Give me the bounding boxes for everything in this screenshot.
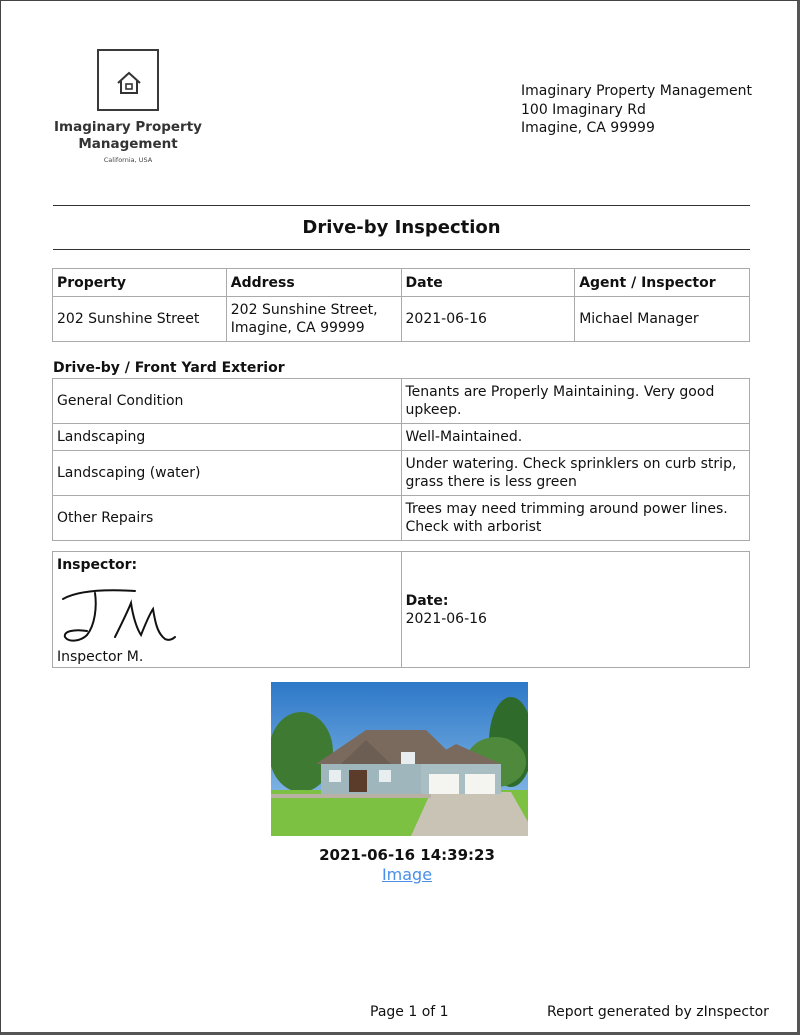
- page-title: Drive-by Inspection: [302, 217, 501, 238]
- header-agent: Agent / Inspector: [575, 269, 750, 297]
- house-photo[interactable]: [271, 682, 528, 836]
- table-row: [53, 424, 750, 451]
- agent-value: Michael Manager: [575, 297, 750, 342]
- page-number: Page 1 of 1: [370, 1004, 449, 1020]
- condition-value: [401, 496, 750, 541]
- inspector-name: Inspector M.: [57, 649, 144, 665]
- property-info-table: [52, 268, 750, 342]
- table-row: [53, 496, 750, 541]
- signature-date-cell: [401, 552, 749, 668]
- condition-value-line: grass there is less green: [405, 474, 577, 490]
- house-icon: [97, 49, 159, 111]
- condition-label: Landscaping: [53, 424, 402, 451]
- table-row: [53, 552, 750, 668]
- header-address: Address: [226, 269, 401, 297]
- company-city: Imagine, CA 99999: [521, 120, 655, 136]
- signature-date-value: 2021-06-16: [405, 611, 487, 627]
- condition-label: General Condition: [53, 379, 402, 424]
- company-street: 100 Imaginary Rd: [521, 101, 646, 118]
- condition-value-line: Tenants are Properly Maintaining. Very good: [405, 384, 715, 400]
- table-row: [53, 297, 750, 342]
- table-row: [53, 451, 750, 496]
- table-row: [53, 379, 750, 424]
- signature-image: [57, 577, 197, 649]
- address-value: [226, 297, 401, 342]
- logo-location: California, USA: [103, 156, 153, 164]
- table-header-row: [53, 269, 750, 297]
- date-value: 2021-06-16: [401, 297, 575, 342]
- condition-value-line: Under watering. Check sprinklers on curb strip,: [405, 456, 737, 472]
- property-value: 202 Sunshine Street: [53, 297, 227, 342]
- address-line2: Imagine, CA 99999: [230, 320, 365, 336]
- condition-value: [401, 379, 750, 424]
- condition-value-line: Trees may need trimming around power lines.: [405, 501, 728, 517]
- company-name: Imaginary Property Management: [521, 83, 752, 99]
- condition-value-line: upkeep.: [405, 402, 462, 418]
- company-address: [521, 82, 752, 138]
- photo-timestamp: 2021-06-16 14:39:23: [319, 846, 495, 864]
- report-generator-credit: Report generated by zInspector: [547, 1004, 769, 1020]
- section-title: Drive-by / Front Yard Exterior: [53, 360, 285, 376]
- header-property: Property: [53, 269, 227, 297]
- exterior-conditions-table: [52, 378, 750, 541]
- condition-value-line: Well-Maintained.: [405, 429, 523, 445]
- company-logo: [53, 49, 203, 164]
- condition-label: Landscaping (water): [53, 451, 402, 496]
- signature-table: [52, 551, 750, 668]
- address-line1: 202 Sunshine Street,: [230, 302, 378, 318]
- condition-value: [401, 424, 750, 451]
- condition-value: [401, 451, 750, 496]
- condition-value-line: Check with arborist: [405, 519, 542, 535]
- image-link[interactable]: Image: [381, 865, 433, 884]
- signature-date-label: Date:: [405, 593, 449, 609]
- title-bar: [53, 205, 750, 250]
- condition-label: Other Repairs: [53, 496, 402, 541]
- inspector-label: Inspector:: [57, 557, 138, 573]
- logo-name: Imaginary Property Management: [54, 119, 202, 152]
- header-date: Date: [401, 269, 575, 297]
- inspector-cell: [53, 552, 402, 668]
